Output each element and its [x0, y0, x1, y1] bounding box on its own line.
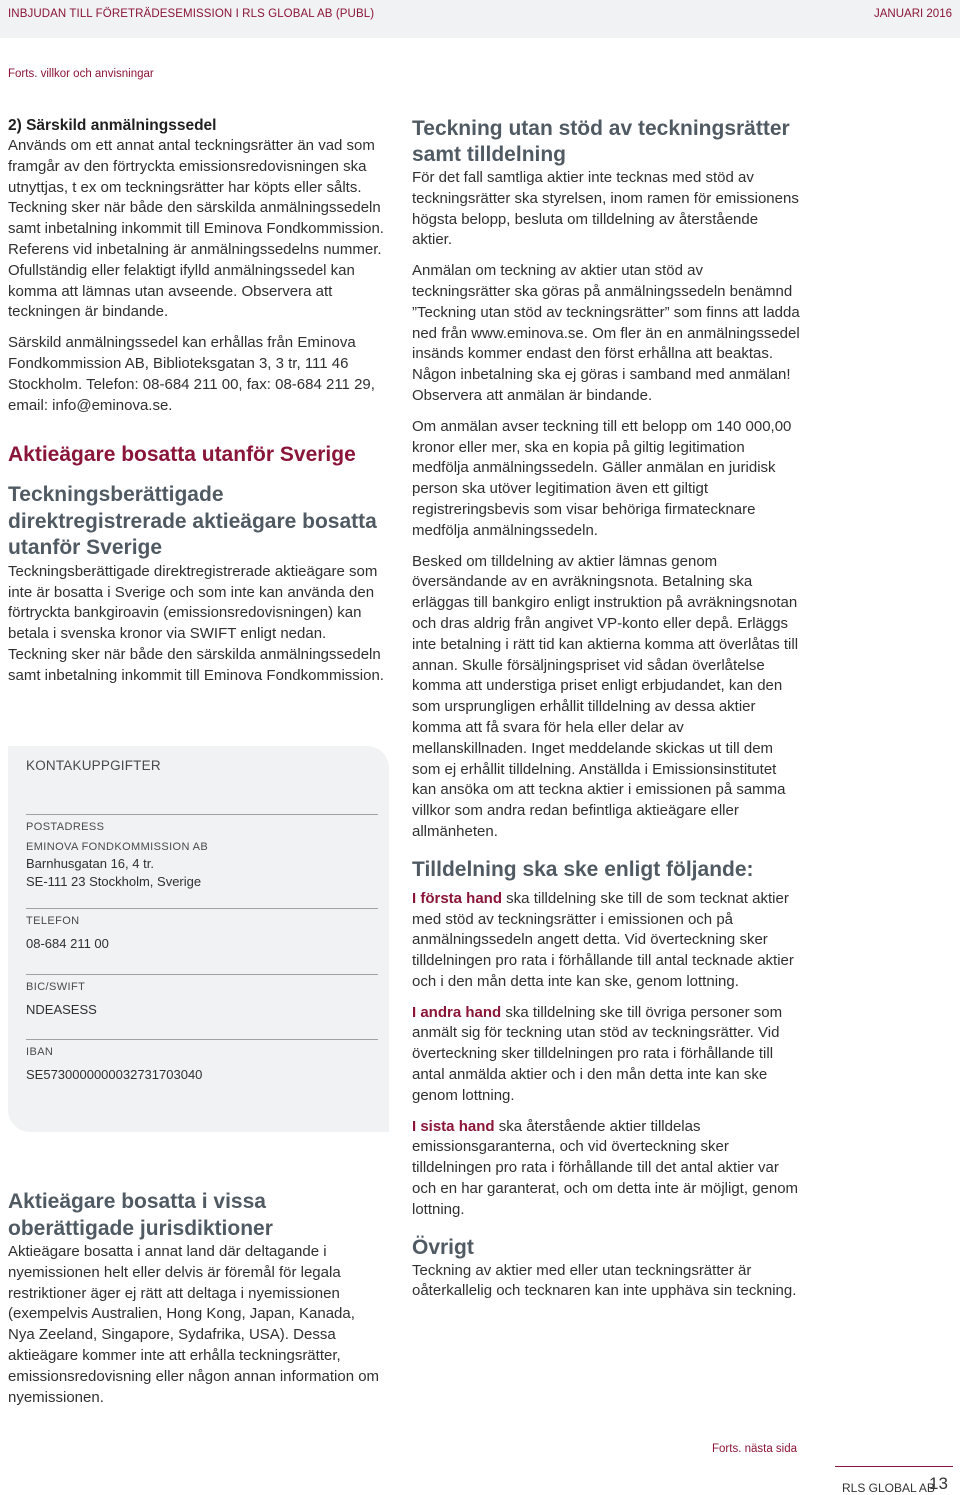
- bic-swift-label: BIC/SWIFT: [26, 981, 86, 993]
- allotment-heading: Tilldelning ska ske enligt följande:: [412, 857, 754, 881]
- allotment-first-text: ska tilldelning ske till de som tecknat aktier med stöd av teckningsrätter i emissionen och på anmälningssedeln angett detta. Vid överteckning sker tilldelningen pro rata i förhållande till antal tecknade aktier och i den mån detta inte kan ske, genom lottning.: [412, 889, 794, 990]
- section2-title: 2) Särskild anmälningssedel: [8, 117, 217, 134]
- iban-value: SE5730000000032731703040: [26, 1067, 203, 1082]
- jurisdictions-section: [8, 1189, 384, 1408]
- page-number: 13: [929, 1474, 948, 1493]
- other-paragraph: Teckning av aktier med eller utan teckningsrätter är oåterkallelig och tecknaren kan inte upphäva sin teckning.: [412, 1261, 797, 1300]
- header-document-title: INBJUDAN TILL FÖRETRÄDESEMISSION I RLS GLOBAL AB (PUBL): [8, 8, 375, 20]
- left-column: [8, 116, 384, 687]
- contact-info-box: [8, 746, 389, 1132]
- foreign-shareholders-heading: Aktieägare bosatta utanför Sverige: [8, 443, 356, 467]
- right-paragraph-1: För det fall samtliga aktier inte tecknas med stöd av teckningsrätter ska styrelsen, inom ramen för emissionens högsta belopp, besluta om tilldelning av återstående aktier.: [412, 169, 799, 249]
- iban-label: IBAN: [26, 1046, 54, 1058]
- allotment-last-label: I sista hand: [412, 1117, 495, 1135]
- continued-label: Forts. villkor och anvisningar: [8, 68, 154, 80]
- jurisdictions-paragraph: Aktieägare bosatta i annat land där deltagande i nyemissionen helt eller delvis är föremål för legala restriktioner äger ej rätt att deltaga i nyemissionen (exempelvis Australien, Hong Kong, Japan, Kanada, Nya Zeeland, Singapore, Sydafrika, USA). Dessa aktieägare kommer inte att erhålla teckningsrätter, emissionsredovisning eller någon annan information om nyemissionen.: [8, 1243, 380, 1406]
- contact-box-title: KONTAKUPPGIFTER: [26, 758, 161, 773]
- direct-registered-heading: Teckningsberättigade direktregistrerade aktieägare bosatta utanför Sverige: [8, 483, 377, 560]
- divider: [26, 1039, 378, 1040]
- allotment-last-text: ska återstående aktier tilldelas emissionsgaranterna, och vid överteckning sker tilldelningen pro rata i förhållande till det antal aktier var och en har garanterat, och om detta inte är möjligt, genom lottning.: [412, 1117, 799, 1218]
- continued-next-page: Forts. nästa sida: [712, 1443, 798, 1455]
- bic-swift-value: NDEASESS: [26, 1002, 97, 1017]
- divider: [26, 908, 378, 909]
- allotment-last: [412, 1117, 800, 1221]
- section2-paragraph-1: Används om ett annat antal teckningsrätter än vad som framgår av den förtryckta emissionsredovisningen ska utnyttjas, t ex om teckningsrätter har köpts eller sålts. Teckning sker när både den särskilda anmälningssedeln samt inbetalning inkommit till Eminova Fondkommission. Referens vid inbetalning är anmälningssedelns nummer. Ofullständig eller felaktigt ifylld anmälningssedel kan komma att lämnas utan avseende. Observera att teckningen är bindande.: [8, 137, 384, 321]
- postal-street: Barnhusgatan 16, 4 tr.: [26, 856, 154, 871]
- footer-divider: [835, 1466, 953, 1467]
- without-rights-heading: Teckning utan stöd av teckningsrätter samt tilldelning: [412, 117, 790, 166]
- divider: [26, 814, 378, 815]
- phone-value: 08-684 211 00: [26, 936, 109, 951]
- allotment-second-text: ska tilldelning ske till övriga personer som anmält sig för teckning utan stöd av teckningsrätter. Vid överteckning sker tilldelningen pro rata i förhållande till antal anmälda aktier och i den mån detta inte kan ske genom lottning.: [412, 1003, 783, 1104]
- postal-address-label: POSTADRESS: [26, 821, 105, 833]
- right-column: [412, 116, 800, 1302]
- other-heading: Övrigt: [412, 1235, 474, 1259]
- allotment-first: [412, 889, 800, 993]
- footer-company: RLS GLOBAL AB: [842, 1481, 935, 1495]
- header-date: JANUARI 2016: [874, 8, 952, 20]
- allotment-second-label: I andra hand: [412, 1003, 502, 1021]
- postal-city: SE-111 23 Stockholm, Sverige: [26, 874, 202, 889]
- postal-company: EMINOVA FONDKOMMISSION AB: [26, 841, 209, 853]
- right-paragraph-2: Anmälan om teckning av aktier utan stöd av teckningsrätter ska göras på anmälningssedeln benämnd ”Teckning utan stöd av teckningsrätter” som finns att ladda ned från www.eminova.se. Om fler än en anmälningssedel insänds kommer endast den först erhållna att beaktas. Någon inbetalning ska ej göras i samband med anmälan! Observera att anmälan är bindande.: [412, 262, 800, 404]
- right-paragraph-4: Besked om tilldelning av aktier lämnas genom översändande av en avräkningsnota. Betalning ska erläggas till bankgiro enligt instruktion på avräkningsnotan och dras aldrig från angivet VP-konto eller depå. Erläggs inte betalning i rätt tid kan aktierna komma att överlåtas till annan. Skulle försäljningspriset vid sådan överlåtelse komma att understiga priset enligt erbjudandet, kan den som ursprungligen erhållit tilldelning av dessa aktier komma att få svara för hela eller delar av mellanskillnaden. Inget meddelande skickas ut till dem som ej erhållit tilldelning. Anställda i Emissionsinstitutet kan ansöka om att teckna aktier i emissionen på samma villkor som andra redan befintliga aktieägare eller allmänheten.: [412, 552, 799, 840]
- phone-label: TELEFON: [26, 915, 80, 927]
- allotment-first-label: I första hand: [412, 889, 503, 907]
- direct-registered-paragraph: Teckningsberättigade direktregistrerade aktieägare som inte är bosatta i Sverige och som inte kan använda den förtryckta bankgiroavin (emissionsredovisningen) kan betala i svenska kronor via SWIFT enligt nedan. Teckning sker när både den särskilda anmälningssedeln samt inbetalning inkommit till Eminova Fondkommission.: [8, 562, 384, 684]
- page-header: [0, 0, 960, 38]
- section2-paragraph-2: Särskild anmälningssedel kan erhållas från Eminova Fondkommission AB, Biblioteksgatan 3, 3 tr, 111 46 Stockholm. Telefon: 08-684 211 00, fax: 08-684 211 29, email: info@eminova.se.: [8, 334, 375, 414]
- right-paragraph-3: Om anmälan avser teckning till ett belopp om 140 000,00 kronor eller mer, ska en kopia på giltig legitimation medfölja anmälningssedeln. Gäller anmälan en juridisk person ska utöver legitimation även ett giltigt registreringsbevis som visar behöriga firmatecknare medfölja anmälningssedeln.: [412, 417, 792, 539]
- jurisdictions-heading: Aktieägare bosatta i vissa oberättigade jurisdiktioner: [8, 1190, 273, 1240]
- divider: [26, 974, 378, 975]
- allotment-second: [412, 1003, 800, 1107]
